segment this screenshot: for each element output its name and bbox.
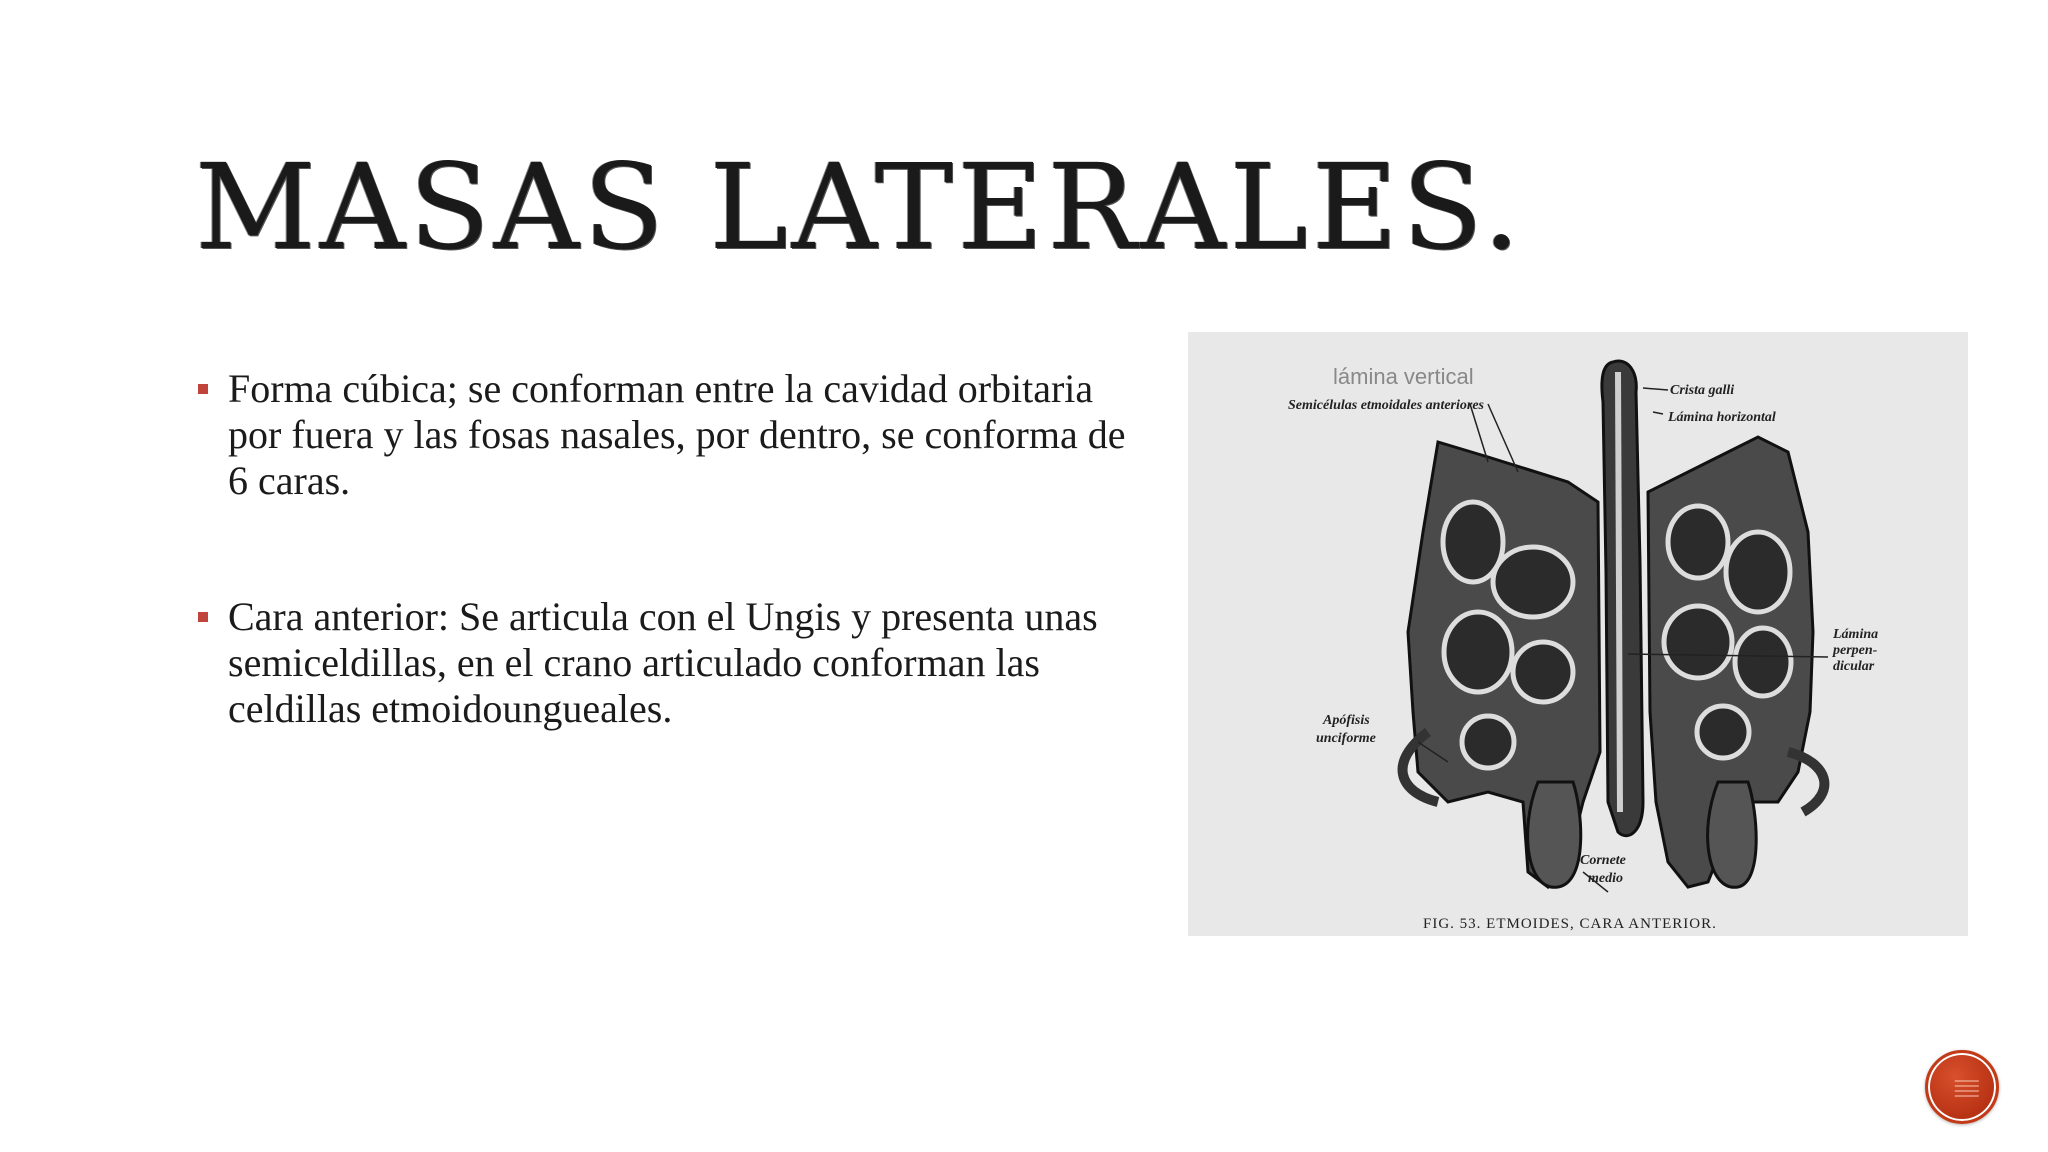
label-semicelulas: Semicélulas etmoidales anteriores <box>1288 398 1484 413</box>
label-apofisis-2: unciforme <box>1316 731 1376 746</box>
label-lamina-perpendicular-2: perpen- <box>1833 643 1878 658</box>
bullet-square-icon <box>198 384 208 394</box>
label-cornete-2: medio <box>1588 871 1623 886</box>
label-cornete-1: Cornete <box>1580 853 1626 868</box>
bullet-text: Cara anterior: Se articula con el Ungis y presenta unas semiceldillas, en el crano articulado conforman las celdillas etmoidoungueales. <box>228 594 1098 731</box>
bullet-square-icon <box>198 612 208 622</box>
label-lamina-horizontal: Lámina horizontal <box>1668 410 1776 425</box>
bullet-text: Forma cúbica; se conforman entre la cavidad orbitaria por fuera y las fosas nasales, por dentro, se conforma de 6 caras. <box>228 366 1126 503</box>
bullet-list <box>196 366 1136 732</box>
figure-caption: FIG. 53. ETMOIDES, CARA ANTERIOR. <box>1423 916 1717 932</box>
ethmoid-illustration <box>1188 332 1968 936</box>
label-lamina-perpendicular-1: Lámina <box>1833 627 1879 642</box>
label-crista-galli: Crista galli <box>1670 383 1735 398</box>
slide-title: MASAS LATERALES. <box>195 138 1525 276</box>
next-slide-icon <box>1955 1077 1979 1097</box>
bullet-item <box>196 594 1136 732</box>
next-slide-button[interactable] <box>1925 1050 1999 1124</box>
label-apofisis-1: Apófisis <box>1323 713 1370 728</box>
label-lamina-perpendicular-3: dicular <box>1833 659 1875 674</box>
ethmoid-figure <box>1188 332 1968 936</box>
bullet-item <box>196 366 1136 504</box>
handwritten-note: lámina vertical <box>1333 364 1474 389</box>
